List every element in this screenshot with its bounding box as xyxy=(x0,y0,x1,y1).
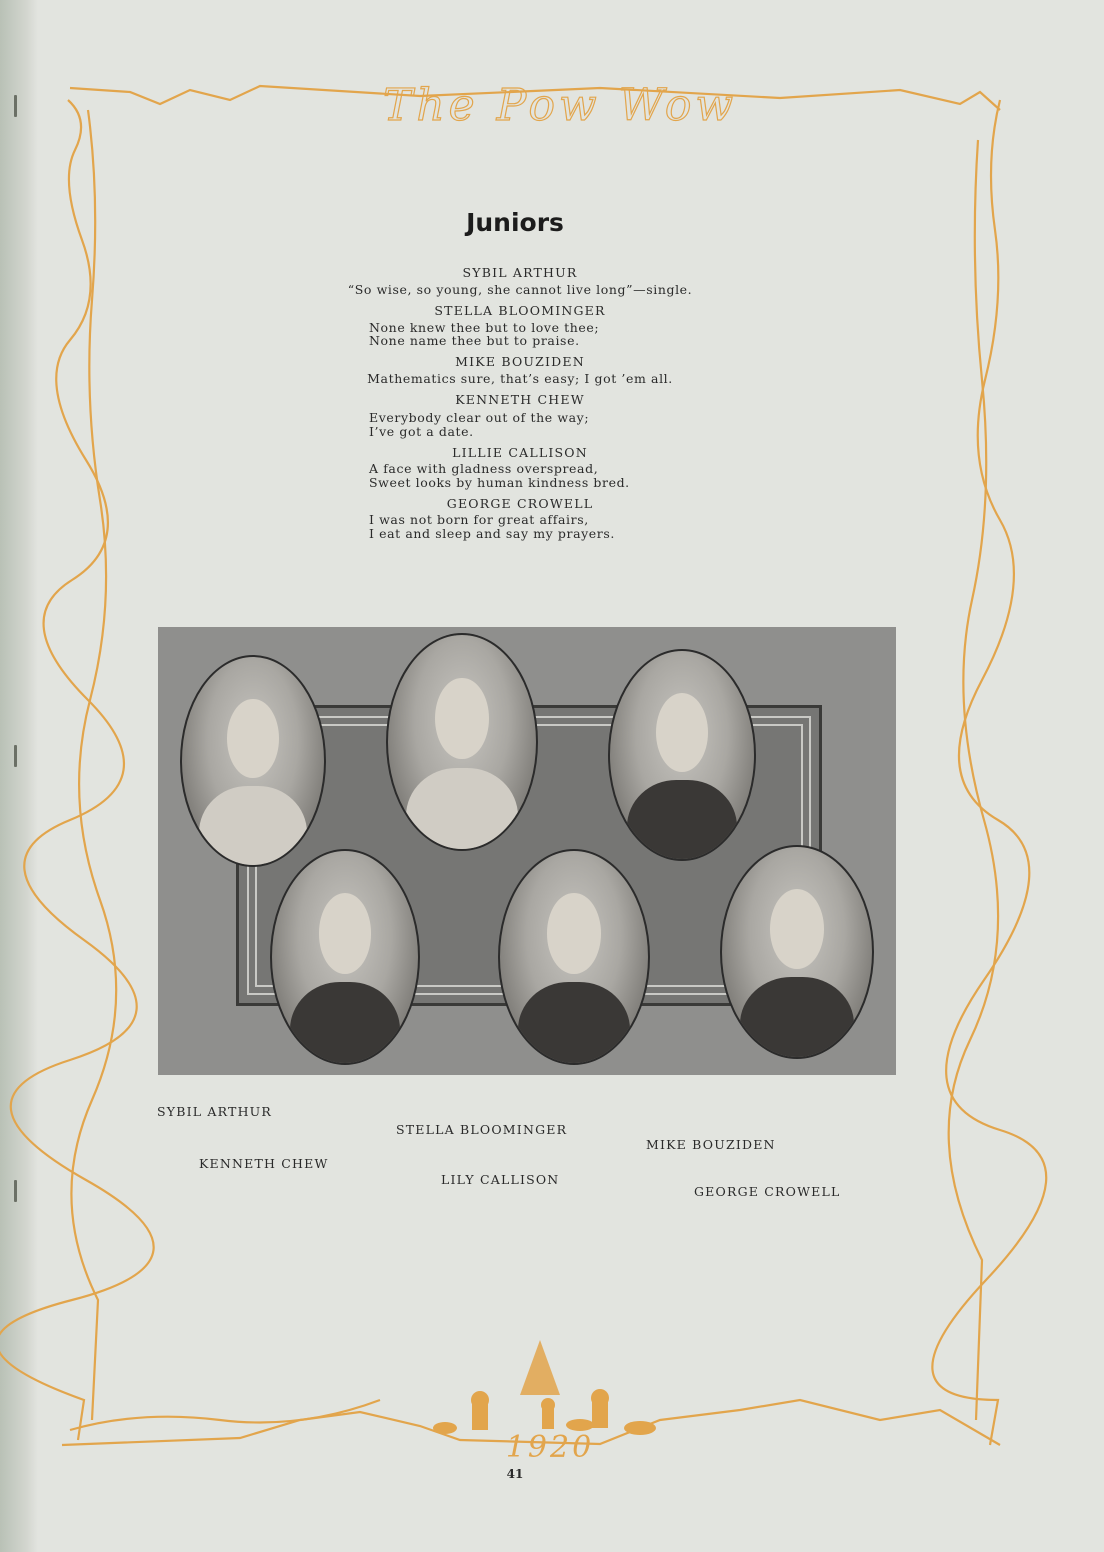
entry-quote-line: I eat and sleep and say my prayers. xyxy=(369,526,615,541)
entry-name: MIKE BOUZIDEN xyxy=(455,354,585,369)
photo-caption: STELLA BLOOMINGER xyxy=(396,1122,568,1137)
header-script-title: The Pow Wow xyxy=(382,80,738,131)
entry-quote-line: None name thee but to praise. xyxy=(369,333,580,348)
photo-caption: SYBIL ARTHUR xyxy=(157,1104,273,1119)
entry-quote-line: I was not born for great affairs, xyxy=(369,512,589,527)
photo-caption: MIKE BOUZIDEN xyxy=(646,1137,776,1152)
entry-name: LILLIE CALLISON xyxy=(452,445,588,460)
entry-quote-line: None knew thee but to love thee; xyxy=(369,320,600,335)
entry-quote-line: Sweet looks by human kindness bred. xyxy=(369,475,630,490)
portrait-panel xyxy=(158,627,896,1075)
photo-caption: LILY CALLISON xyxy=(441,1172,560,1187)
entry-quote-line: A face with gladness overspread, xyxy=(369,461,599,476)
entry-name: SYBIL ARTHUR xyxy=(462,265,578,280)
footer-year: 1920 xyxy=(505,1430,595,1465)
entry-quote-line: I’ve got a date. xyxy=(369,424,474,439)
portrait-photo xyxy=(498,849,650,1065)
entry-quote-line: Mathematics sure, that’s easy; I got ’em all. xyxy=(367,371,673,386)
page-title: Juniors xyxy=(466,208,564,237)
portrait-photo xyxy=(720,845,874,1059)
photo-caption: GEORGE CROWELL xyxy=(694,1184,841,1199)
portrait-photo xyxy=(386,633,538,851)
portrait-photo xyxy=(270,849,420,1065)
portrait-photo xyxy=(180,655,326,867)
portrait-photo xyxy=(608,649,756,861)
entry-name: KENNETH CHEW xyxy=(455,392,585,407)
entry-quote-line: “So wise, so young, she cannot live long”—single. xyxy=(347,282,693,297)
page-number: 41 xyxy=(506,1467,524,1481)
entry-quote-line: Everybody clear out of the way; xyxy=(369,410,590,425)
photo-caption: KENNETH CHEW xyxy=(199,1156,329,1171)
entry-name: STELLA BLOOMINGER xyxy=(434,303,606,318)
entry-name: GEORGE CROWELL xyxy=(446,496,594,511)
